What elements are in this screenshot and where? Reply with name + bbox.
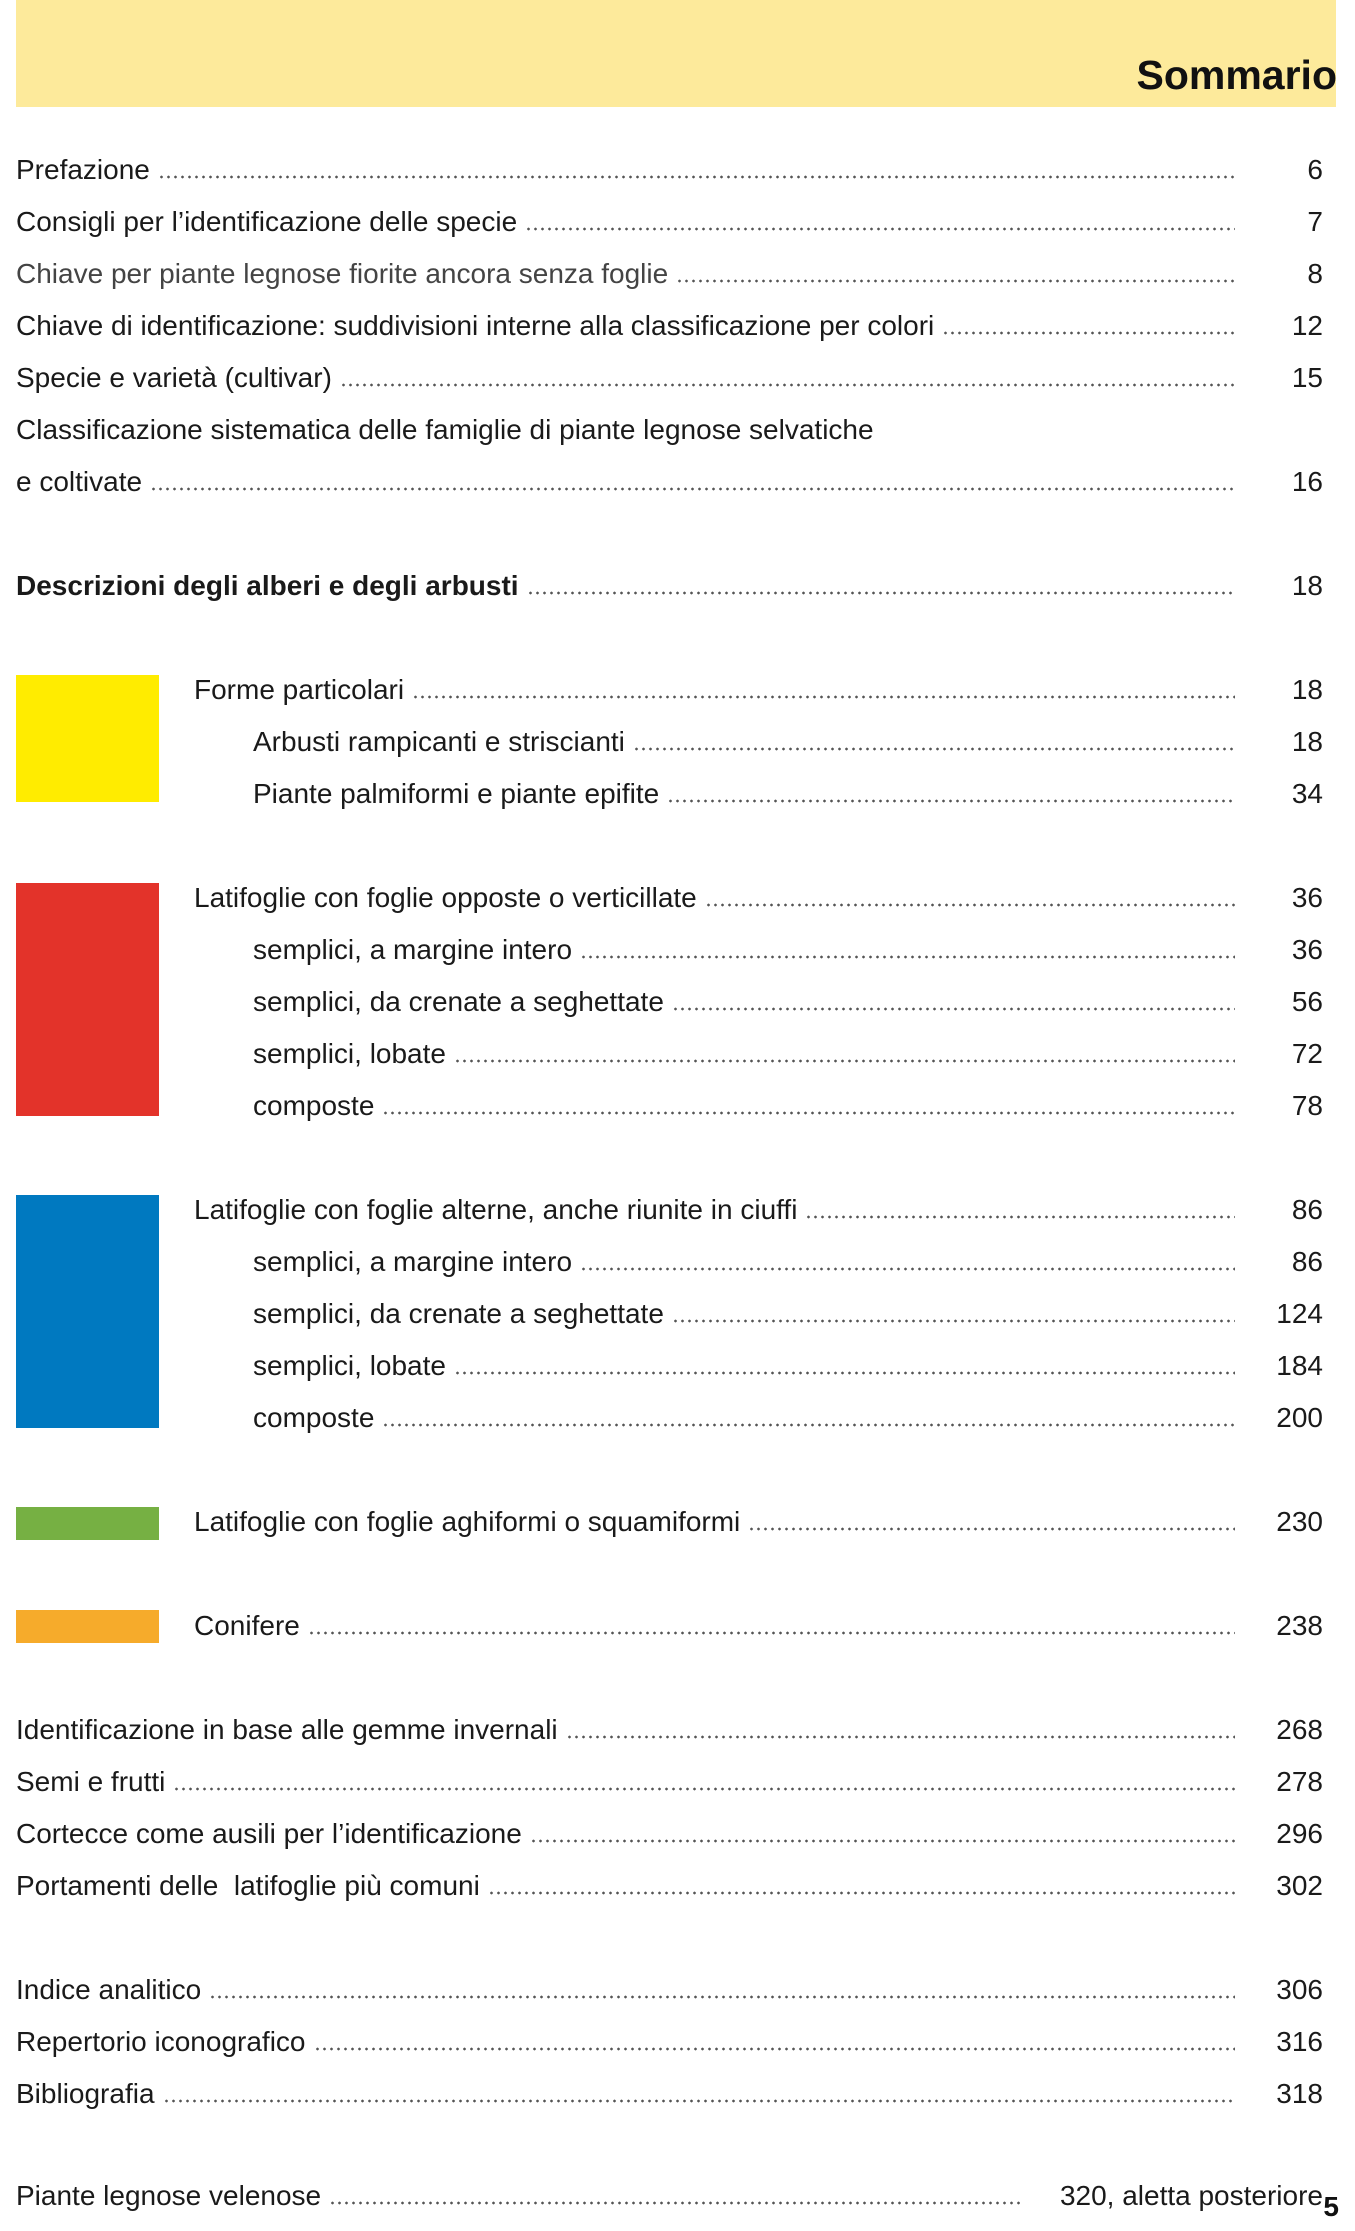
toc-page-number: 8 [1307,258,1323,289]
toc-subentry[interactable] [253,930,1323,970]
toc-page-number: 56 [1291,986,1323,1017]
toc-label: Latifoglie con foglie alterne, anche riunite in ciuffi [194,1194,798,1225]
toc-label: composte [253,1402,375,1433]
toc-label: Chiave di identificazione: suddivisioni interne alla classificazione per colori [16,310,935,341]
toc-subentry[interactable] [253,982,1323,1022]
dot-leader [942,331,1235,335]
dot-leader [580,1267,1235,1271]
toc-page-number: 36 [1291,882,1323,913]
toc-page-number: 78 [1291,1090,1323,1121]
toc-subentry[interactable] [253,1346,1323,1386]
toc-page-number: 296 [1276,1818,1323,1849]
toc-subentry[interactable] [253,722,1323,762]
toc-subentry[interactable] [253,1086,1323,1126]
toc-page-number: 124 [1276,1298,1323,1329]
toc-entry-aghiformi[interactable] [194,1502,1323,1542]
toc-label: Forme particolari [194,674,405,705]
toc-entry-chiave-fiorite[interactable] [16,254,1323,294]
toc-subentry[interactable] [253,1398,1323,1438]
toc-label: Semi e frutti [16,1766,166,1797]
page-title: Sommario [1136,52,1337,98]
toc-page-number: 318 [1276,2078,1323,2109]
toc-page-number: 15 [1291,362,1323,393]
dot-leader [530,1839,1235,1843]
dot-leader [705,903,1235,907]
toc-page-number: 302 [1276,1870,1323,1901]
dot-leader [308,1631,1235,1635]
toc-page-number: 72 [1291,1038,1323,1069]
dot-leader [150,487,1235,491]
toc-subentry[interactable] [253,774,1323,814]
toc-page-number: 86 [1291,1246,1323,1277]
toc-label: Piante palmiformi e piante epifite [253,778,660,809]
toc-page-number: 18 [1291,674,1323,705]
dot-leader [748,1527,1235,1531]
dot-leader [329,2201,1021,2205]
dot-leader [158,175,1235,179]
toc-label: composte [253,1090,375,1121]
toc-label: Descrizioni degli alberi e degli arbusti [16,570,519,601]
dot-leader [209,1995,1235,1999]
toc-page-number: 184 [1276,1350,1323,1381]
toc-entry-cortecce[interactable] [16,1814,1323,1854]
toc-entry-velenose[interactable] [16,2176,1323,2216]
toc-entry-consigli[interactable] [16,202,1323,242]
toc-subentry[interactable] [253,1034,1323,1074]
toc-label: Cortecce come ausili per l’identificazione [16,1818,522,1849]
toc-entry-alterne[interactable] [194,1190,1323,1230]
toc-entry-opposte[interactable] [194,878,1323,918]
dot-leader [163,2099,1235,2103]
toc-subentry[interactable] [253,1294,1323,1334]
toc-page-number: 320, aletta posteriore [1059,2180,1323,2211]
toc-page-number: 230 [1276,1506,1323,1537]
toc-label: semplici, a margine intero [253,934,573,965]
color-swatch-yellow [16,675,159,802]
toc-entry-prefazione[interactable] [16,150,1323,190]
toc-entry-portamenti[interactable] [16,1866,1323,1906]
dot-leader [314,2047,1236,2051]
toc-page-number: 16 [1291,466,1323,497]
dot-leader [340,383,1235,387]
toc-label: Consigli per l’identificazione delle specie [16,206,518,237]
dot-leader [454,1059,1235,1063]
toc-label: Specie e varietà (cultivar) [16,362,332,393]
toc-entry-chiave-identificazione[interactable] [16,306,1323,346]
toc-entry-forme[interactable] [194,670,1323,710]
toc-entry-semi[interactable] [16,1762,1323,1802]
color-swatch-red [16,883,159,1116]
dot-leader [525,227,1235,231]
dot-leader [488,1891,1235,1895]
toc-label: Bibliografia [16,2078,155,2109]
toc-label: semplici, da crenate a seghettate [253,986,664,1017]
toc-page-number: 200 [1276,1402,1323,1433]
dot-leader [412,695,1235,699]
toc-entry-classificazione-line1[interactable] [16,410,1323,450]
page-number: 5 [1323,2191,1339,2222]
toc-entry-descrizioni[interactable] [16,566,1323,606]
toc-page-number: 306 [1276,1974,1323,2005]
toc-page-number: 6 [1307,154,1323,185]
toc-page-number: 268 [1276,1714,1323,1745]
toc-label: Latifoglie con foglie aghiformi o squamiformi [194,1506,741,1537]
toc-label: Arbusti rampicanti e striscianti [253,726,625,757]
toc-label: e coltivate [16,466,143,497]
toc-label: semplici, da crenate a seghettate [253,1298,664,1329]
toc-label: Conifere [194,1610,300,1641]
toc-entry-conifere[interactable] [194,1606,1323,1646]
toc-page-number: 18 [1291,726,1323,757]
toc-page-number: 86 [1291,1194,1323,1225]
dot-leader [580,955,1235,959]
toc-label: Piante legnose velenose [16,2180,322,2211]
toc-label: Latifoglie con foglie opposte o verticillate [194,882,697,913]
color-swatch-green [16,1507,159,1540]
toc-label: semplici, a margine intero [253,1246,573,1277]
toc-page-number: 238 [1276,1610,1323,1641]
toc-page-number: 7 [1307,206,1323,237]
dot-leader [454,1371,1235,1375]
toc-entry-gemme[interactable] [16,1710,1323,1750]
toc-page-number: 18 [1291,570,1323,601]
dot-leader [672,1007,1235,1011]
dot-leader [805,1215,1235,1219]
toc-entry-classificazione-line2[interactable] [16,462,1323,502]
dot-leader [173,1787,1235,1791]
dot-leader [527,591,1235,595]
toc-label: Classificazione sistematica delle famiglie di piante legnose selvatiche [16,414,874,445]
toc-entry-repertorio[interactable] [16,2022,1323,2062]
toc-label: Portamenti delle latifoglie più comuni [16,1870,480,1901]
dot-leader [566,1735,1235,1739]
toc-subentry[interactable] [253,1242,1323,1282]
toc-label: Indice analitico [16,1974,202,2005]
dot-leader [676,279,1235,283]
toc-label: Chiave per piante legnose fiorite ancora senza foglie [16,258,669,289]
toc-label: Identificazione in base alle gemme invernali [16,1714,558,1745]
toc-entry-bibliografia[interactable] [16,2074,1323,2114]
toc-page-number: 316 [1276,2026,1323,2057]
toc-entry-specie[interactable] [16,358,1323,398]
dot-leader [633,747,1235,751]
toc-label: Repertorio iconografico [16,2026,306,2057]
toc-label: semplici, lobate [253,1038,446,1069]
toc-page-number: 278 [1276,1766,1323,1797]
toc-page-number: 12 [1291,310,1323,341]
dot-leader [382,1423,1235,1427]
toc-page-number: 34 [1291,778,1323,809]
toc-entry-indice[interactable] [16,1970,1323,2010]
toc-label: Prefazione [16,154,150,185]
toc-label: semplici, lobate [253,1350,446,1381]
color-swatch-orange [16,1610,159,1643]
color-swatch-blue [16,1195,159,1428]
toc-page-number: 36 [1291,934,1323,965]
dot-leader [672,1319,1235,1323]
dot-leader [382,1111,1235,1115]
dot-leader [667,799,1235,803]
